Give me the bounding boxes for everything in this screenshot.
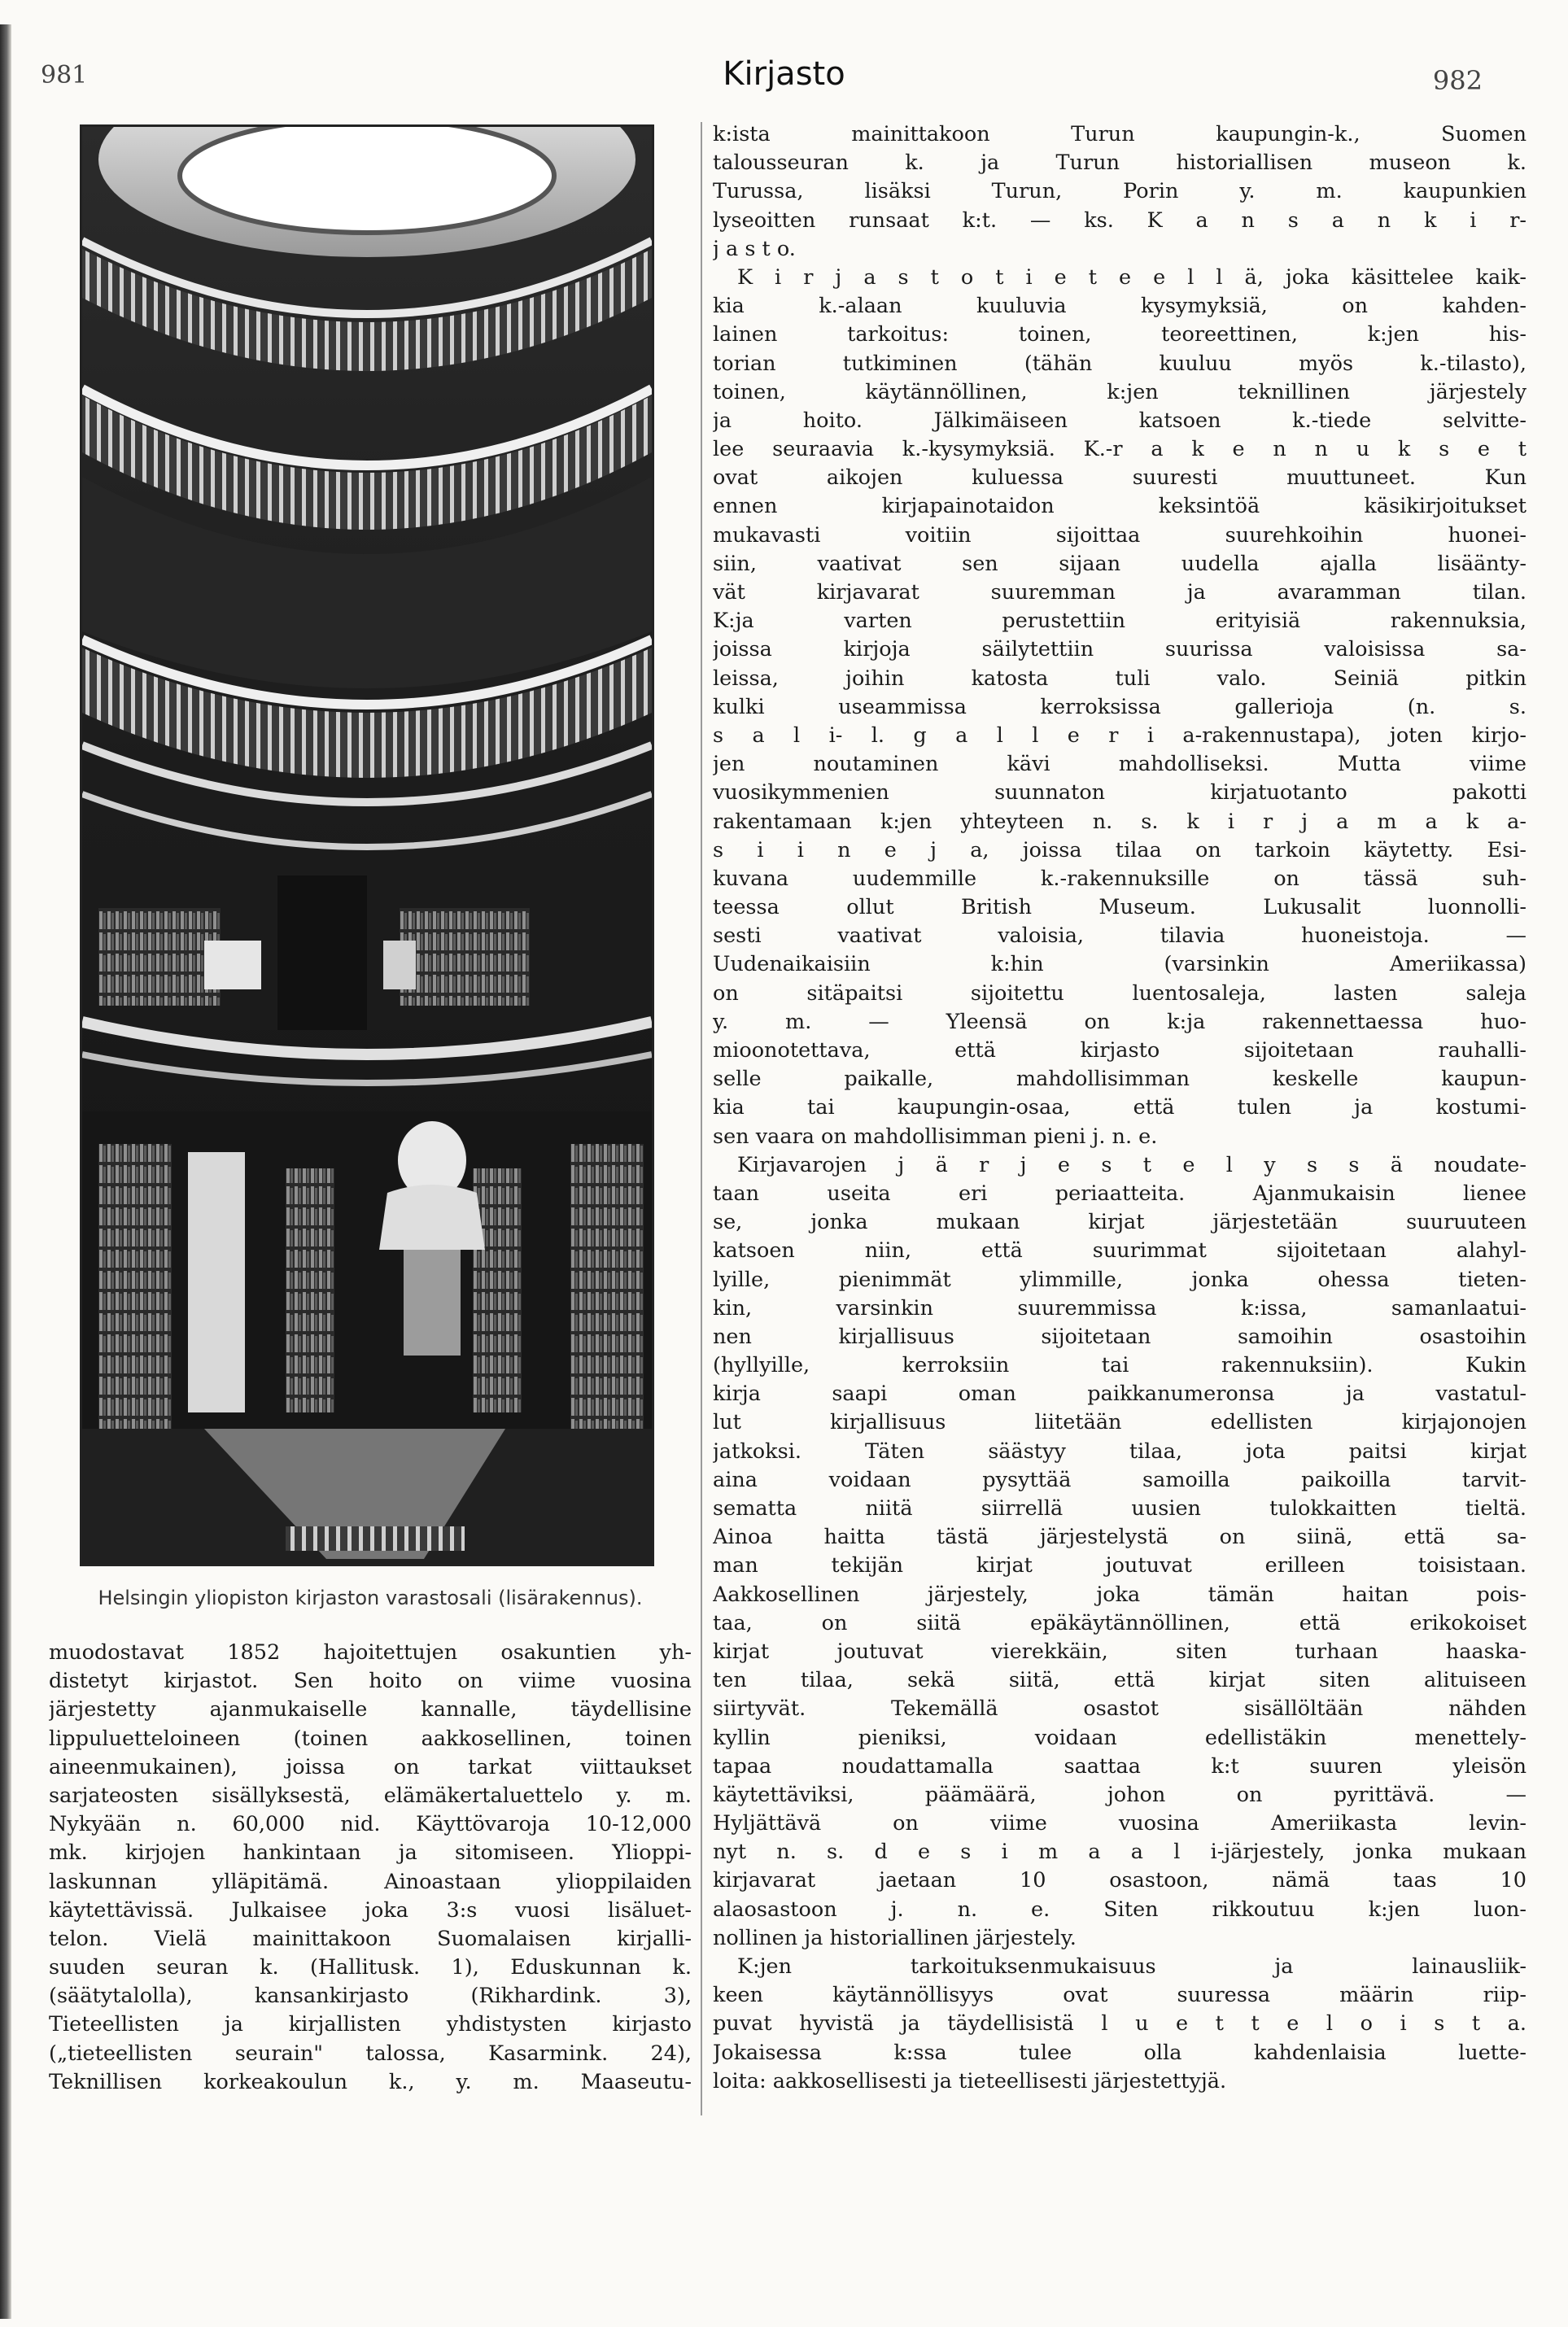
text-line: joissa kirjoja säilytettiin suurissa valoisissa sa- bbox=[713, 637, 1527, 662]
text-line: aineenmukainen), joissa on tarkat viittaukset bbox=[49, 1754, 692, 1779]
text-line: j a s t o. bbox=[713, 236, 796, 261]
text-line: toinen, käytännöllinen, k:jen teknillinen järjestely bbox=[713, 379, 1527, 404]
text-line: vät kirjavarat suuremman ja avaramman tilan. bbox=[713, 580, 1527, 605]
text-line: K i r j a s t o t i e t e e l l ä, joka käsittelee kaik- bbox=[737, 264, 1527, 290]
text-line: mk. kirjojen hankintaan ja sitomiseen. Ylioppi- bbox=[49, 1840, 692, 1866]
page-number-left: 981 bbox=[41, 61, 88, 90]
text-line: selle paikalle, mahdollisimman keskelle kaupun- bbox=[713, 1067, 1527, 1092]
text-line: talousseuran k. ja Turun historiallisen museon k. bbox=[713, 151, 1527, 176]
figure-caption: Helsingin yliopiston kirjaston varastosali (lisärakennus). bbox=[98, 1587, 643, 1609]
text-line: mioonotettava, että kirjasto sijoitetaan rauhalli- bbox=[713, 1038, 1527, 1063]
page-edge-shadow bbox=[0, 24, 11, 2319]
text-line: y. m. — Yleensä on k:ja rakennettaessa huo- bbox=[713, 1009, 1527, 1034]
text-line: teessa ollut British Museum. Lukusalit luonnolli- bbox=[713, 895, 1527, 920]
text-line: vuosikymmenien suunnaton kirjatuotanto pakotti bbox=[713, 780, 1527, 806]
text-line: man tekijän kirjat joutuvat erilleen toisistaan. bbox=[713, 1553, 1527, 1578]
text-line: siin, vaativat sen sijaan uudella ajalla lisäänty- bbox=[713, 551, 1527, 576]
text-line: (säätytalolla), kansankirjasto (Rikhardink. 3), bbox=[49, 1984, 692, 2009]
text-line: Ainoa haitta tästä järjestelystä on siinä, että sa- bbox=[713, 1525, 1527, 1550]
text-line: aina voidaan pysyttää samoilla paikoilla tarvit- bbox=[713, 1467, 1527, 1492]
text-line: kirjat joutuvat vierekkäin, siten turhaan haaska- bbox=[713, 1639, 1527, 1664]
text-line: ennen kirjapainotaidon keksintöä käsikirjoitukset bbox=[713, 494, 1527, 519]
text-line: lyseoitten runsaat k:t. — ks. K a n s a n k i r- bbox=[713, 207, 1527, 233]
text-line: Turussa, lisäksi Turun, Porin y. m. kaupunkien bbox=[713, 179, 1527, 204]
text-line: lut kirjallisuus liitetään edellisten kirjajonojen bbox=[713, 1410, 1527, 1435]
text-line: rakentamaan k:jen yhteyteen n. s. k i r j a m a k a- bbox=[713, 809, 1527, 834]
text-line: käytettäviksi, päämäärä, johon on pyrittävä. — bbox=[713, 1782, 1527, 1807]
text-line: keen käytännöllisyys ovat suuressa määrin riip- bbox=[713, 1983, 1527, 2008]
text-line: kulki useammissa kerroksissa gallerioja (n. s. bbox=[713, 694, 1527, 719]
text-line: („tieteellisten seurain" talossa, Kasarmink. 24), bbox=[49, 2041, 692, 2066]
library-stack-photo bbox=[80, 124, 654, 1566]
text-line: muodostavat 1852 hajoitettujen osakuntien yh- bbox=[49, 1640, 692, 1665]
text-line: kia k.-alaan kuuluvia kysymyksiä, on kahden- bbox=[713, 294, 1527, 319]
text-line: K:ja varten perustettiin erityisiä rakennuksia, bbox=[713, 609, 1527, 634]
text-line: kyllin pieniksi, voidaan edellistäkin menettely- bbox=[713, 1725, 1527, 1750]
text-line: lippuluetteloineen (toinen aakkosellinen, toinen bbox=[49, 1726, 692, 1751]
text-line: Nykyään n. 60,000 nid. Käyttövaroja 10-12,000 bbox=[49, 1812, 692, 1837]
text-line: puvat hyvistä ja täydellisistä l u e t t e l o i s t a. bbox=[713, 2011, 1527, 2037]
text-line: (hyllyille, kerroksiin tai rakennuksiin). Kukin bbox=[713, 1353, 1527, 1378]
text-line: ja hoito. Jälkimäiseen katsoen k.-tiede selvitte- bbox=[713, 408, 1527, 433]
text-line: alaosastoon j. n. e. Siten rikkoutuu k:jen luon- bbox=[713, 1897, 1527, 1922]
text-line: lainen tarkoitus: toinen, teoreettinen, k:jen his- bbox=[713, 322, 1527, 347]
text-line: käytettävissä. Julkaisee joka 3:s vuosi lisäluet- bbox=[49, 1897, 692, 1923]
text-line: Jokaisessa k:ssa tulee olla kahdenlaisia luette- bbox=[713, 2040, 1527, 2065]
text-line: suuden seuran k. (Hallitusk. 1), Eduskunnan k. bbox=[49, 1955, 692, 1980]
text-line: lee seuraavia k.-kysymyksiä. K.-r a k e n n u k s e t bbox=[713, 437, 1527, 462]
text-line: kirjavarat jaetaan 10 osastoon, nämä taas 10 bbox=[713, 1868, 1527, 1893]
right-text-column bbox=[713, 120, 1527, 2096]
page-title: Kirjasto bbox=[723, 55, 845, 93]
text-line: tapaa noudattamalla saattaa k:t suuren yleisön bbox=[713, 1753, 1527, 1779]
text-line: laskunnan ylläpitämä. Ainoastaan ylioppilaiden bbox=[49, 1869, 692, 1894]
text-line: on sitäpaitsi sijoitettu luentosaleja, lasten saleja bbox=[713, 980, 1527, 1006]
column-divider bbox=[701, 122, 702, 2115]
photo-drawing bbox=[82, 127, 652, 1564]
text-line: distetyt kirjastot. Sen hoito on viime vuosina bbox=[49, 1669, 692, 1694]
text-line: K:jen tarkoituksenmukaisuus ja lainausliik- bbox=[737, 1954, 1527, 1979]
text-line: ten tilaa, sekä siitä, että kirjat siten alituiseen bbox=[713, 1668, 1527, 1693]
text-line: nyt n. s. d e s i m a a l i-järjestely, jonka mukaan bbox=[713, 1840, 1527, 1865]
page-header bbox=[0, 0, 1568, 122]
text-line: Teknillisen korkeakoulun k., y. m. Maaseutu- bbox=[49, 2069, 692, 2094]
text-line: nen kirjallisuus sijoitetaan samoihin osastoihin bbox=[713, 1324, 1527, 1349]
text-line: s i i n e j a, joissa tilaa on tarkoin käytetty. Esi- bbox=[713, 837, 1527, 862]
text-line: Uudenaikaisiin k:hin (varsinkin Ameriikassa) bbox=[713, 952, 1527, 977]
text-line: torian tutkiminen (tähän kuuluu myös k.-tilasto), bbox=[713, 351, 1527, 376]
text-line: lyille, pienimmät ylimmille, jonka ohessa tieten- bbox=[713, 1267, 1527, 1292]
text-line: Kirjavarojen j ä r j e s t e l y s s ä noudate- bbox=[737, 1152, 1527, 1177]
text-line: telon. Vielä mainittakoon Suomalaisen kirjalli- bbox=[49, 1926, 692, 1951]
text-line: taa, on siitä epäkäytännöllinen, että erikokoiset bbox=[713, 1610, 1527, 1635]
text-line: jatkoksi. Täten säästyy tilaa, jota paitsi kirjat bbox=[713, 1439, 1527, 1464]
text-line: sen vaara on mahdollisimman pieni j. n. e. bbox=[713, 1124, 1158, 1149]
text-line: se, jonka mukaan kirjat järjestetään suuruuteen bbox=[713, 1210, 1527, 1235]
left-text-column bbox=[49, 1639, 692, 2097]
text-line: jen noutaminen kävi mahdolliseksi. Mutta viime bbox=[713, 752, 1527, 777]
page-number-right: 982 bbox=[1432, 65, 1483, 96]
text-line: kin, varsinkin suuremmissa k:issa, samanlaatui- bbox=[713, 1295, 1527, 1321]
text-line: nollinen ja historiallinen järjestely. bbox=[713, 1925, 1077, 1950]
text-line: katsoen niin, että suurimmat sijoitetaan alahyl- bbox=[713, 1238, 1527, 1264]
text-line: siirtyvät. Tekemällä osastot sisällöltään nähden bbox=[713, 1696, 1527, 1722]
text-line: s a l i- l. g a l l e r i a-rakennustapa), joten kirjo- bbox=[713, 723, 1527, 748]
text-line: mukavasti voitiin sijoittaa suurehkoihin huonei- bbox=[713, 522, 1527, 548]
text-line: sarjateosten sisällyksestä, elämäkertaluettelo y. m. bbox=[49, 1783, 692, 1808]
text-line: taan useita eri periaatteita. Ajanmukaisin lienee bbox=[713, 1181, 1527, 1206]
text-line: sesti vaativat valoisia, tilavia huoneistoja. — bbox=[713, 923, 1527, 949]
text-line: kuvana uudemmille k.-rakennuksille on tässä suh- bbox=[713, 866, 1527, 891]
text-line: kia tai kaupungin-osaa, että tulen ja kostumi- bbox=[713, 1095, 1527, 1120]
text-line: leissa, joihin katosta tuli valo. Seiniä pitkin bbox=[713, 666, 1527, 691]
text-line: kirja saapi oman paikkanumeronsa ja vastatul- bbox=[713, 1382, 1527, 1407]
text-line: Aakkosellinen järjestely, joka tämän haitan pois- bbox=[713, 1582, 1527, 1607]
text-line: ovat aikojen kuluessa suuresti muuttuneet. Kun bbox=[713, 465, 1527, 491]
text-line: sematta niitä siirrellä uusien tulokkaitten tieltä. bbox=[713, 1496, 1527, 1521]
text-line: Tieteellisten ja kirjallisten yhdistysten kirjasto bbox=[49, 2012, 692, 2037]
text-line: loita: aakkosellisesti ja tieteellisesti järjestettyjä. bbox=[713, 2068, 1227, 2093]
text-line: k:ista mainittakoon Turun kaupungin-k., Suomen bbox=[713, 122, 1527, 146]
text-line: Hyljättävä on viime vuosina Ameriikasta levin- bbox=[713, 1811, 1527, 1836]
text-line: järjestetty ajanmukaiselle kannalle, täydellisine bbox=[49, 1697, 692, 1722]
